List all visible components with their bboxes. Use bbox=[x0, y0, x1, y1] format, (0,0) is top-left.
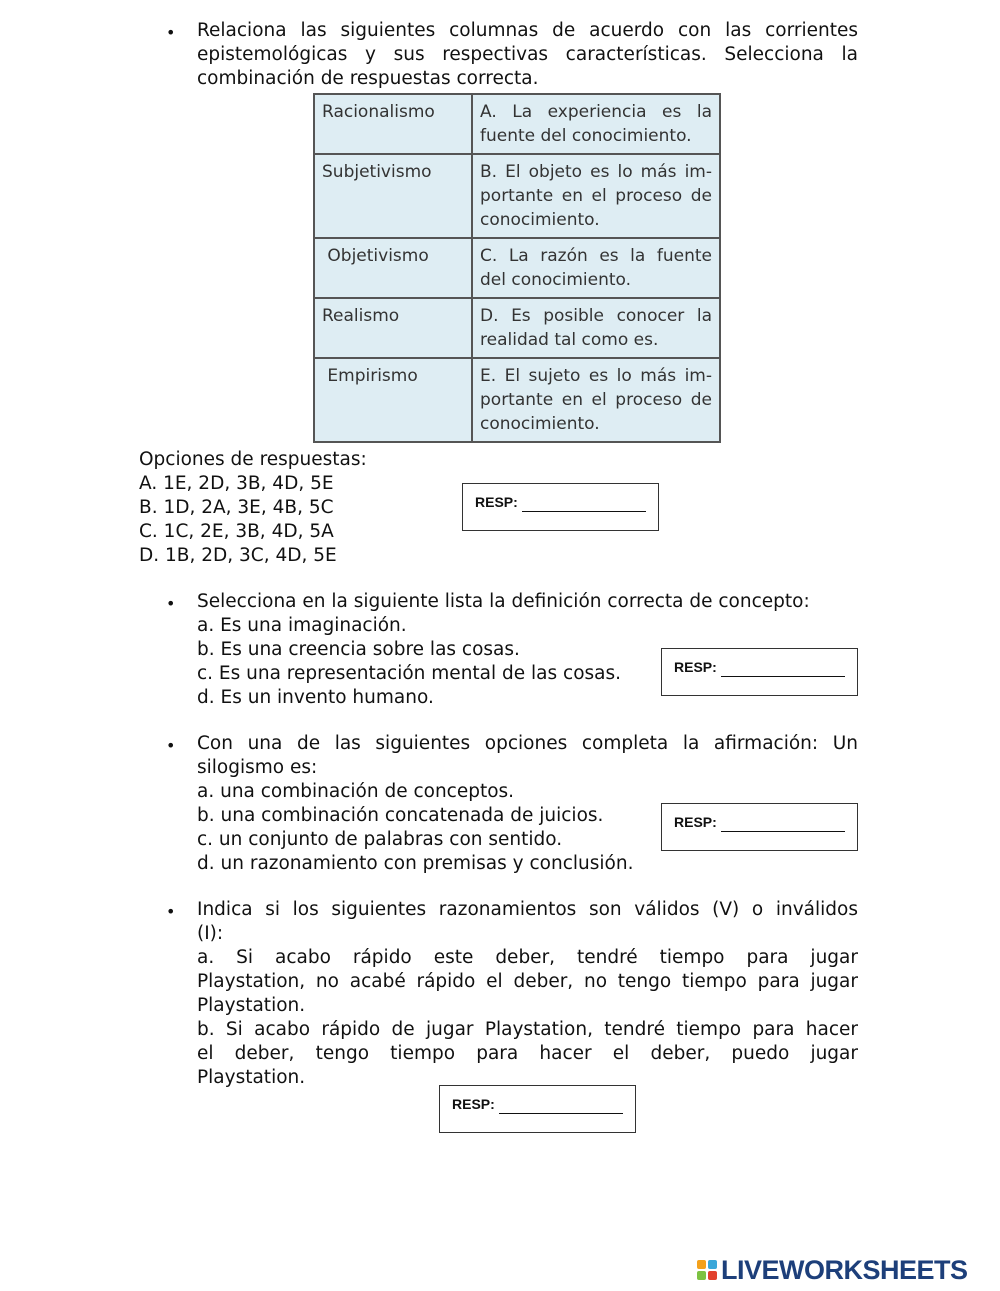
option-item: c. Es una representación mental de las cosas. bbox=[197, 663, 622, 684]
answer-line[interactable] bbox=[721, 676, 845, 677]
definition-cell: A. La experiencia es la fuente del conocimiento. bbox=[472, 94, 720, 154]
definition-cell: D. Es posible conocer la realidad tal como es. bbox=[472, 298, 720, 358]
answer-box-q1[interactable] bbox=[462, 483, 659, 531]
option-item: d. un razonamiento con premisas y conclusión. bbox=[197, 853, 634, 874]
options-title: Opciones de respuestas: bbox=[139, 449, 367, 470]
q1-line: epistemológicas y sus respectivas características. Selecciona la bbox=[197, 44, 858, 65]
term-cell: Realismo bbox=[314, 298, 472, 358]
bullet-q1: • bbox=[166, 23, 176, 42]
answer-line[interactable] bbox=[721, 831, 845, 832]
bullet-q3: • bbox=[166, 736, 176, 755]
definition-cell: C. La razón es la fuente del conocimiento. bbox=[472, 238, 720, 298]
definition-cell: E. El sujeto es lo más im- portante en el proceso de conocimiento. bbox=[472, 358, 720, 442]
q4-line: el deber, tengo tiempo para hacer el deber, puedo jugar bbox=[197, 1043, 858, 1064]
brand-text: LIVEWORKSHEETS bbox=[721, 1254, 968, 1285]
table-row bbox=[314, 298, 720, 358]
bullet-q4: • bbox=[166, 902, 176, 921]
matching-table bbox=[313, 93, 721, 443]
option-item: b. una combinación concatenada de juicios. bbox=[197, 805, 604, 826]
answer-line[interactable] bbox=[522, 511, 646, 512]
q1-line: combinación de respuestas correcta. bbox=[197, 68, 539, 89]
q3-line: Con una de las siguientes opciones completa la afirmación: Un bbox=[197, 733, 858, 754]
option-item: B. 1D, 2A, 3E, 4B, 5C bbox=[139, 497, 334, 518]
term-cell: Objetivismo bbox=[314, 238, 472, 298]
table-row bbox=[314, 238, 720, 298]
q4-line: a. Si acabo rápido este deber, tendré tiempo para jugar bbox=[197, 947, 858, 968]
q4-line: (I): bbox=[197, 923, 224, 944]
brand-mark-icon bbox=[697, 1260, 717, 1280]
q4-line: Playstation. bbox=[197, 995, 306, 1016]
q4-block bbox=[197, 898, 858, 1090]
option-item: c. un conjunto de palabras con sentido. bbox=[197, 829, 563, 850]
q1-line: Relaciona las siguientes columnas de acuerdo con las corrientes bbox=[197, 20, 858, 41]
resp-label: RESP: bbox=[674, 814, 717, 830]
resp-label: RESP: bbox=[475, 494, 518, 510]
option-item: b. Es una creencia sobre las cosas. bbox=[197, 639, 520, 660]
term-cell: Subjetivismo bbox=[314, 154, 472, 238]
option-item: A. 1E, 2D, 3B, 4D, 5E bbox=[139, 473, 334, 494]
bullet-q2: • bbox=[166, 594, 176, 613]
resp-label: RESP: bbox=[452, 1096, 495, 1112]
q3-line: silogismo es: bbox=[197, 757, 318, 778]
q1-prompt bbox=[197, 19, 858, 91]
option-item: a. una combinación de conceptos. bbox=[197, 781, 515, 802]
option-item: D. 1B, 2D, 3C, 4D, 5E bbox=[139, 545, 337, 566]
q4-line: Playstation, no acabé rápido el deber, no tengo tiempo para jugar bbox=[197, 971, 858, 992]
option-item: a. Es una imaginación. bbox=[197, 615, 407, 636]
q1-options bbox=[139, 448, 367, 568]
table-row bbox=[314, 94, 720, 154]
term-cell: Racionalismo bbox=[314, 94, 472, 154]
option-item: C. 1C, 2E, 3B, 4D, 5A bbox=[139, 521, 334, 542]
answer-box-q4[interactable] bbox=[439, 1085, 636, 1133]
answer-line[interactable] bbox=[499, 1113, 623, 1114]
term-cell: Empirismo bbox=[314, 358, 472, 442]
option-item: d. Es un invento humano. bbox=[197, 687, 434, 708]
answer-box-q2[interactable] bbox=[661, 648, 858, 696]
q4-line: b. Si acabo rápido de jugar Playstation, tendré tiempo para hacer bbox=[197, 1019, 858, 1040]
q4-line: Indica si los siguientes razonamientos son válidos (V) o inválidos bbox=[197, 899, 858, 920]
liveworksheets-logo bbox=[697, 1255, 968, 1285]
table-row bbox=[314, 358, 720, 442]
table-row bbox=[314, 154, 720, 238]
q4-line: Playstation. bbox=[197, 1067, 306, 1088]
q2-prompt: Selecciona en la siguiente lista la definición correcta de concepto: bbox=[197, 591, 810, 612]
answer-box-q3[interactable] bbox=[661, 803, 858, 851]
definition-cell: B. El objeto es lo más im- portante en el proceso de conocimiento. bbox=[472, 154, 720, 238]
resp-label: RESP: bbox=[674, 659, 717, 675]
